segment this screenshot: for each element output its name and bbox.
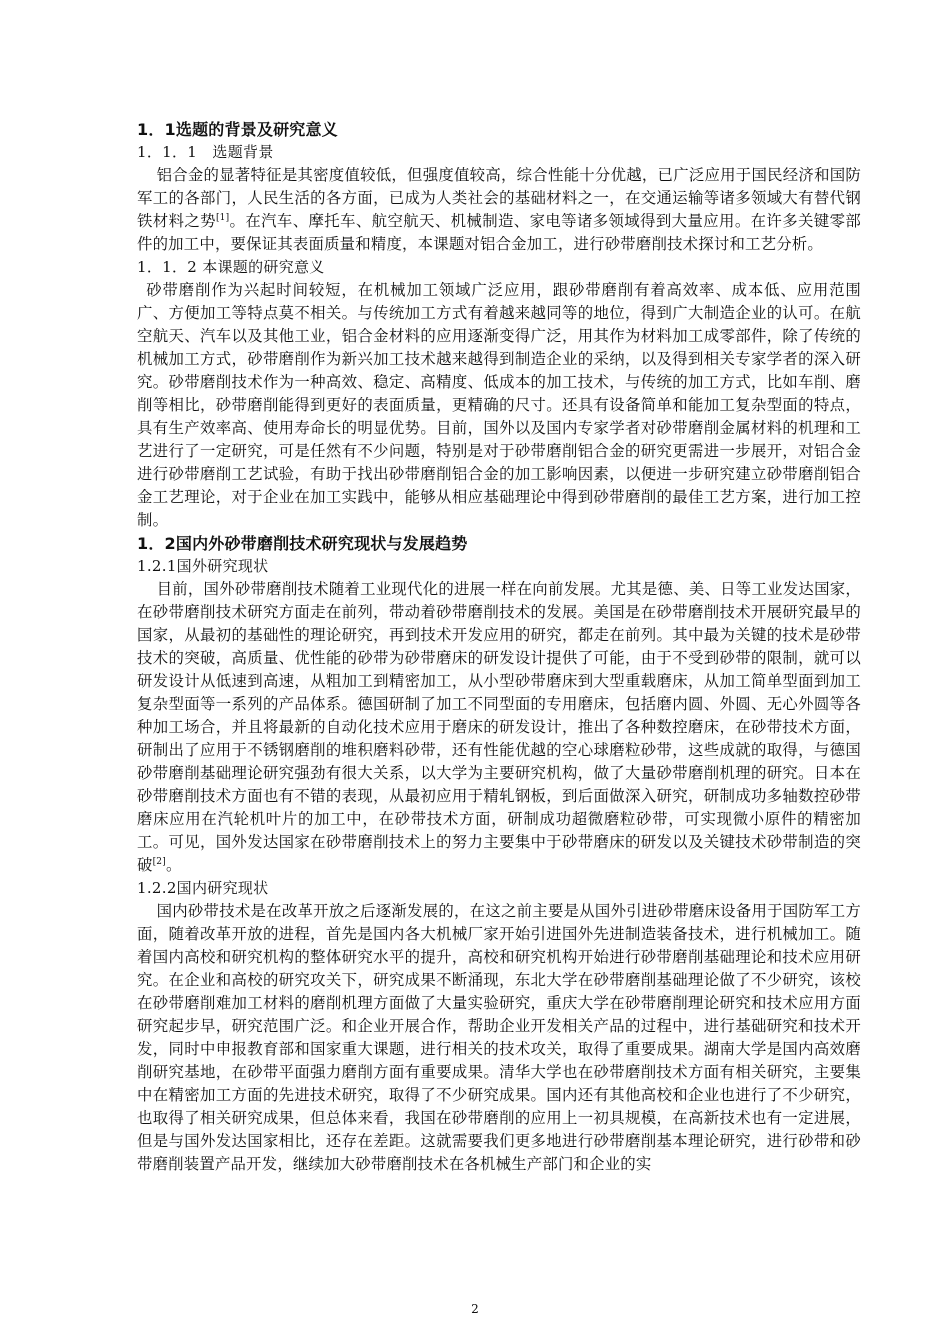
page-number: 2 (471, 1302, 479, 1316)
document-page (137, 118, 861, 1176)
paragraph-background-text-a: 铝合金的显著特征是其密度值较低，但强度值较高，综合性能十分优越，已广泛应用于国民经济和国防军工的各部门，人民生活的各方面，已成为人类社会的基础材料之一，在交通运输等诸多领域大有替代钢铁材料之势 (137, 166, 861, 230)
subsection-heading-1-2-2: 1.2.2国内研究现状 (137, 879, 269, 897)
paragraph-background-text-b: 。在汽车、摩托车、航空航天、机械制造、家电等诸多领域得到大量应用。在许多关键零部件的加工中，要保证其表面质量和精度，本课题对铝合金加工，进行砂带磨削技术探讨和工艺分析。 (137, 212, 861, 253)
citation-2: [2] (152, 857, 166, 867)
subsection-heading-1-2-1: 1.2.1国外研究现状 (137, 557, 269, 575)
paragraph-domestic-research: 国内砂带技术是在改革开放之后逐渐发展的，在这之前主要是从国外引进砂带磨床设备用于国防军工方面，随着改革开放的进程，首先是国内各大机械厂家开始引进国外先进制造装备技术，进行机械加工。随着国内高校和研究机构的整体研究水平的提升，高校和研究机构开始进行砂带磨削基础理论和技术应用研究。在企业和高校的研究攻关下，研究成果不断涌现，东北大学在砂带磨削基础理论做了不少研究，该校在砂带磨削难加工材料的磨削机理方面做了大量实验研究，重庆大学在砂带磨削理论研究和技术应用方面研究起步早，研究范围广泛。和企业开展合作，帮助企业开发相关产品的过程中，进行基础研究和技术开发，同时中申报教育部和国家重大课题，进行相关的技术攻关，取得了重要成果。湖南大学是国内高效磨削研究基地，在砂带平面强力磨削方面有重要成果。清华大学也在砂带磨削技术方面有相关研究，主要集中在精密加工方面的先进技术研究，取得了不少研究成果。国内还有其他高校和企业也进行了不少研究，也取得了相关研究成果，但总体来看，我国在砂带磨削的应用上一初具规模，在高新技术也有一定进展，但是与国外发达国家相比，还存在差距。这就需要我们更多地进行砂带磨削基本理论研究，进行砂带和砂带磨削装置产品开发，继续加大砂带磨削技术在各机械生产部门和企业的实 (137, 902, 861, 1173)
paragraph-significance: 砂带磨削作为兴起时间较短，在机械加工领域广泛应用，跟砂带磨削有着高效率、成本低、应用范围广、方便加工等特点莫不相关。与传统加工方式有着越来越同等的地位，得到广大制造企业的认可。在航空航天、汽车以及其他工业，铝合金材料的应用逐渐变得广泛，用其作为材料加工成零部件，除了传统的机械加工方式，砂带磨削作为新兴加工技术越来越得到制造企业的采纳，以及得到相关专家学者的深入研究。砂带磨削技术作为一种高效、稳定、高精度、低成本的加工技术，与传统的加工方式，比如车削、磨削等相比，砂带磨削能得到更好的表面质量，更精确的尺寸。还具有设备简单和能加工复杂型面的特点，具有生产效率高、使用寿命长的明显优势。目前，国外以及国内专家学者对砂带磨削金属材料的机理和工艺进行了一定研究，可是任然有不少问题，特别是对于砂带磨削铝合金的研究更需进一步展开，对铝合金进行砂带磨削工艺试验，有助于找出砂带磨削铝合金的加工影响因素，以便进一步研究建立砂带磨削铝合金工艺理论，对于企业在加工实践中，能够从相应基础理论中得到砂带磨削的最佳工艺方案，进行加工控制。 (137, 281, 861, 529)
paragraph-foreign-research (137, 578, 861, 877)
paragraph-background (137, 164, 861, 256)
paragraph-foreign-text-a: 目前，国外砂带磨削技术随着工业现代化的进展一样在向前发展。尤其是德、美、日等工业发达国家，在砂带磨削技术研究方面走在前列，带动着砂带磨削技术的发展。美国是在砂带磨削技术开展研究最早的国家，从最初的基础性的理论研究，再到技术开发应用的研究，都走在前列。其中最为关键的技术是砂带技术的突破，高质量、优性能的砂带为砂带磨床的研发设计提供了可能，由于不受到砂带的限制，就可以研发设计从低速到高速，从粗加工到精密加工，从小型砂带磨床到大型重载磨床，从加工简单型面到加工复杂型面等一系列的产品体系。德国研制了加工不同型面的专用磨床，包括磨内圆、外圆、无心外圆等各种加工场合，并且将最新的自动化技术应用于磨床的研发设计，推出了各种数控磨床，在砂带技术方面，研制出了应用于不锈钢磨削的堆积磨料砂带，还有性能优越的空心球磨粒砂带，这些成就的取得，与德国砂带磨削基础理论研究强劲有很大关系，以大学为主要研究机构，做了大量砂带磨削机理的研究。日本在砂带磨削技术方面也有不错的表现，从最初应用于精轧钢板，到后面做深入研究，研制成功多轴数控砂带磨床应用在汽轮机叶片的加工中，在砂带技术方面，研制成功超微磨粒砂带，可实现微小原件的精密加工。可见，国外发达国家在砂带磨削技术上的努力主要集中于砂带磨床的研发以及关键技术砂带制造的突破 (137, 580, 861, 874)
subsection-heading-1-1-1: 1．1．1 选题背景 (137, 143, 274, 161)
citation-1: [1] (215, 213, 230, 223)
subsection-heading-1-1-2: 1．1．2 本课题的研究意义 (137, 258, 325, 276)
paragraph-foreign-text-b: 。 (165, 856, 182, 874)
section-heading-1-1: 1．1选题的背景及研究意义 (137, 120, 338, 139)
section-heading-1-2: 1．2国内外砂带磨削技术研究现状与发展趋势 (137, 534, 468, 553)
